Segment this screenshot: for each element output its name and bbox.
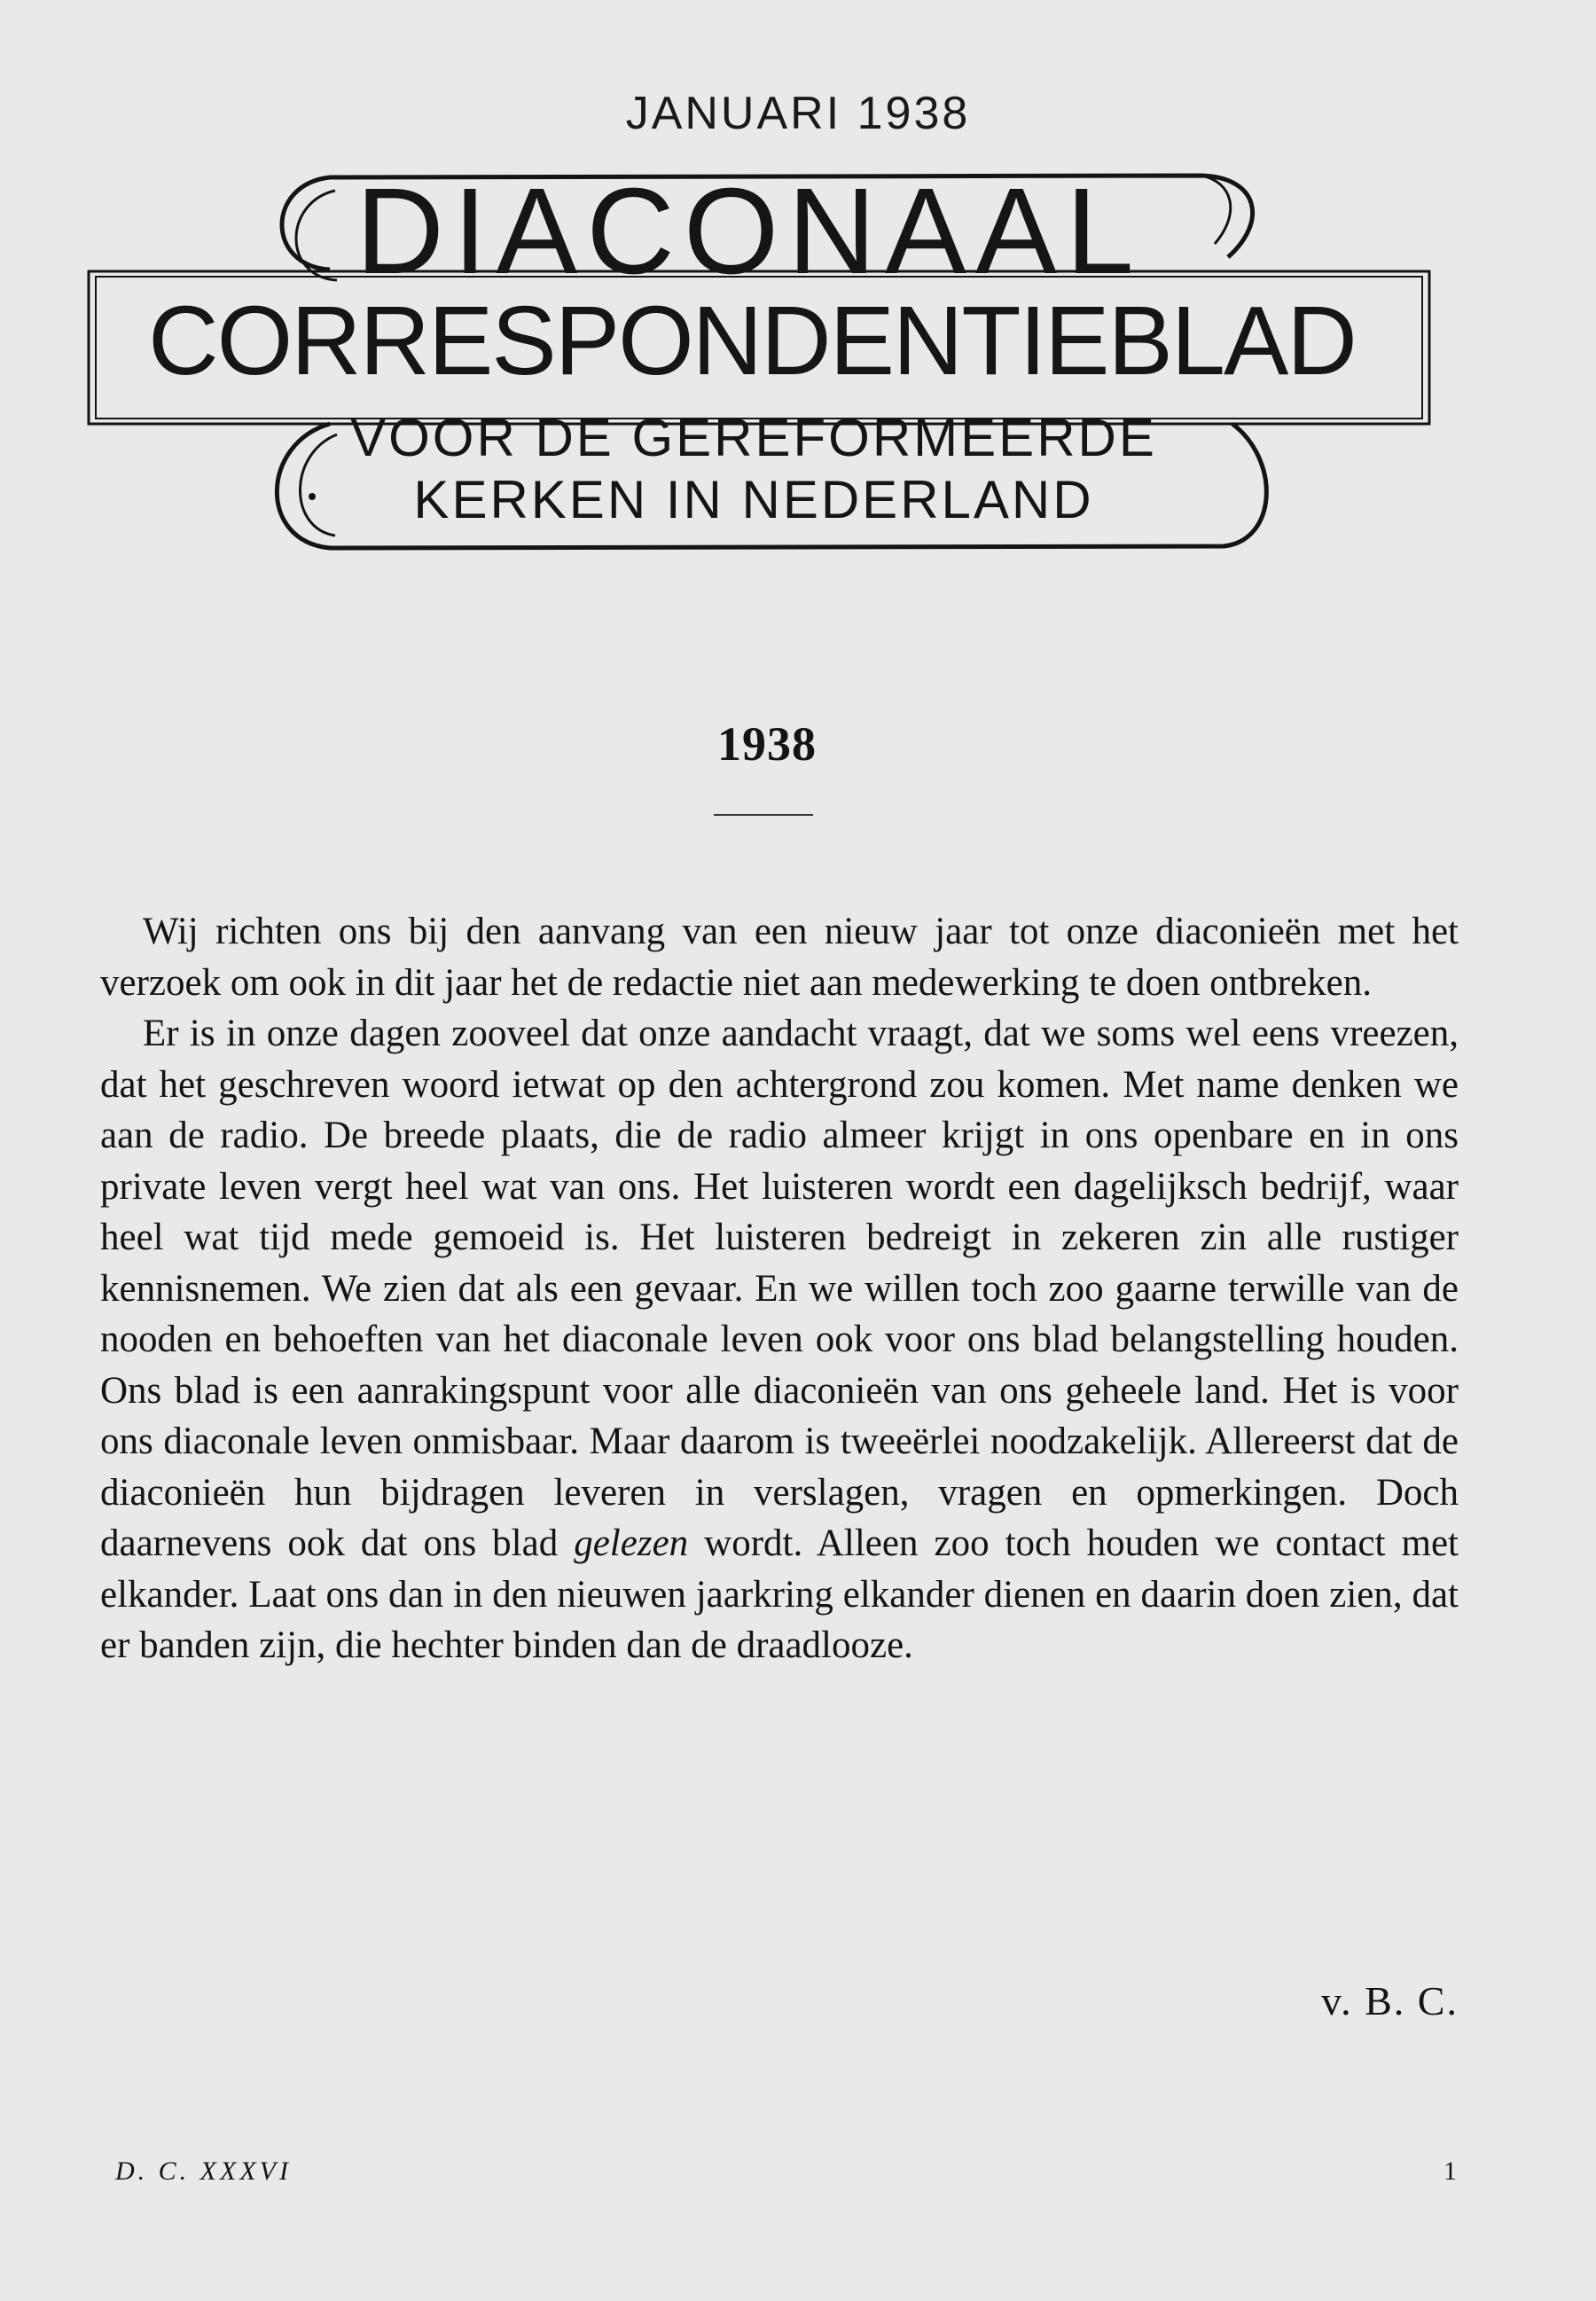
paragraph-2-text-a: Er is in onze dagen zooveel dat onze aandacht vraagt, dat we soms wel eens vreezen, dat het geschreven woord ietwat op den achtergrond zou komen. Met name denken we aan de radio. De breede plaats, die de radio almeer krijgt in ons openbare en in ons private leven vergt heel wat van ons. Het luisteren wordt een dagelijksch bedrijf, waar heel wat tijd mede gemoeid is. Het luisteren bedreigt in zekeren zin alle rustiger kennisnemen. We zien dat als een gevaar. En we willen toch zoo gaarne terwille van de nooden en behoeften van het diaconale leven ook voor ons blad belangstelling houden. Ons blad is een aanrakingspunt voor alle diaconieën van ons geheele land. Het is voor ons diaconale leven onmisbaar. Maar daarom is tweeërlei noodzakelijk. Allereerst dat de diaconieën hun bijdragen leveren in verslagen, vragen en opmerkingen. Doch daarnevens ook dat ons blad xyxy=(100,1013,1459,1564)
masthead xyxy=(0,0,1596,621)
article-body xyxy=(100,906,1459,1671)
paragraph-2 xyxy=(100,1008,1459,1671)
paragraph-2-emphasis: gelezen xyxy=(574,1522,689,1564)
masthead-title-line1: DIACONAAL xyxy=(356,163,1143,300)
footer-signature-mark: D. C. XXXVI xyxy=(115,2156,292,2186)
masthead-title-line2: CORRESPONDENTIEBLAD xyxy=(148,286,1356,395)
author-signature: v. B. C. xyxy=(1321,1978,1459,2023)
page-number: 1 xyxy=(1443,2156,1457,2186)
paragraph-1: Wij richten ons bij den aanvang van een nieuw jaar tot onze diaconieën met het verzoek om ook in dit jaar het de redactie niet aan medewerking te doen ontbreken. xyxy=(100,911,1459,1004)
masthead-subtitle-line2: KERKEN IN NEDERLAND xyxy=(413,470,1094,529)
ornament-dot xyxy=(309,493,316,500)
article-title: 1938 xyxy=(717,717,817,771)
masthead-subtitle-line1: VOOR DE GEREFORMEERDE xyxy=(350,408,1157,467)
paragraph-2-text-b: wordt. Alleen zoo toch houden we contact met elkander. Laat ons dan in den nieuwen jaarkring elkander dienen en daarin doen zien, dat er banden zijn, die hechter binden dan de draadlooze. xyxy=(100,1522,1459,1666)
issue-date: JANUARI 1938 xyxy=(625,88,971,139)
title-divider xyxy=(714,814,813,816)
